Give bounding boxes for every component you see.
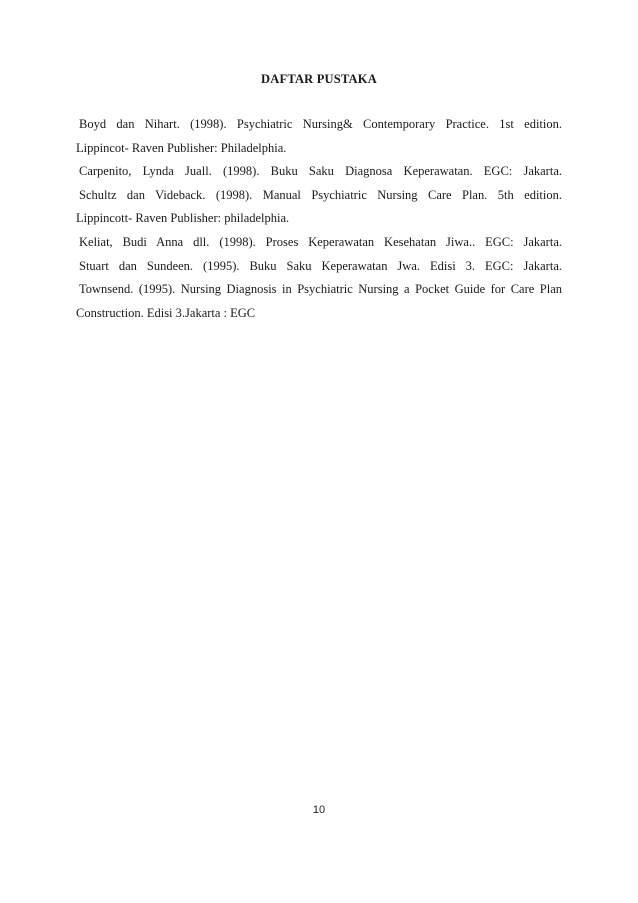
reference-line: Boyd dan Nihart. (1998). Psychiatric Nursing& Contemporary Practice. 1st edition.	[79, 117, 562, 131]
reference-line: Lippincot- Raven Publisher: Philadelphia.	[76, 140, 287, 155]
reference-line: Stuart dan Sundeen. (1995). Buku Saku Keperawatan Jwa. Edisi 3. EGC: Jakarta.	[79, 258, 562, 273]
reference-line: Carpenito, Lynda Juall. (1998). Buku Saku Diagnosa Keperawatan. EGC: Jakarta.	[79, 164, 562, 179]
reference-item	[76, 255, 562, 279]
reference-line: Keliat, Budi Anna dll. (1998). Proses Keperawatan Kesehatan Jiwa.. EGC: Jakarta.	[79, 234, 562, 249]
reference-line: Construction. Edisi 3.Jakarta : EGC	[76, 305, 256, 320]
reference-item	[76, 113, 562, 160]
reference-list	[76, 113, 562, 325]
reference-line: Schultz dan Videback. (1998). Manual Psychiatric Nursing Care Plan. 5th edition.	[79, 187, 562, 202]
reference-item	[76, 160, 562, 184]
reference-line: Townsend. (1995). Nursing Diagnosis in Psychiatric Nursing a Pocket Guide for Care Plan	[79, 282, 562, 297]
reference-item	[76, 184, 562, 231]
reference-item	[76, 231, 562, 255]
reference-line: Lippincott- Raven Publisher: philadelphia.	[76, 211, 290, 226]
page-title: DAFTAR PUSTAKA	[261, 72, 377, 86]
page-number: 10	[312, 804, 326, 816]
reference-item	[76, 278, 562, 325]
